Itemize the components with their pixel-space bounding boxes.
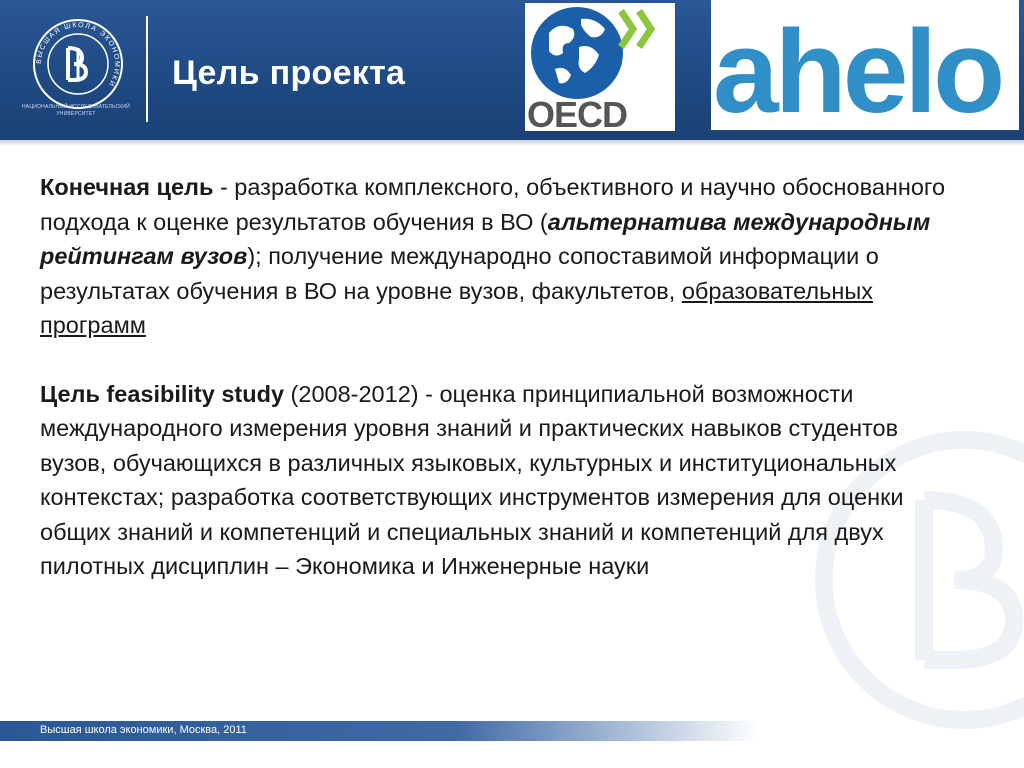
ahelo-wordmark-icon [711,0,1019,130]
feasibility-paragraph [40,377,970,584]
svg-text:ahelo: ahelo [713,6,1002,130]
ahelo-logo [711,0,1019,130]
final-goal-label: Конечная цель [40,174,214,200]
programs-link[interactable]: образовательных программ [40,277,873,338]
footer-band [0,721,760,741]
header-shadow [0,140,1024,146]
feasibility-label: Цель feasibility study [40,380,285,407]
paragraph-gap [40,343,970,377]
header-band [0,0,1024,140]
oecd-globe-icon [525,3,675,131]
final-goal-text-2: ); получение международно сопоставимой информации о результатах обучения в ВО на уровне вузов, факультетов, [40,243,879,304]
svg-text:ВЫСШАЯ ШКОЛА ЭКОНОМИКИ: ВЫСШАЯ ШКОЛА ЭКОНОМИКИ [35,21,121,89]
final-goal-emphasis: альтернатива международным рейтингам вузов [40,208,931,269]
page-title: Цель проекта [172,54,406,92]
main-content [40,170,970,584]
hse-emblem-icon [28,14,128,114]
goal-paragraph [40,170,970,343]
hse-caption: НАЦИОНАЛЬНЫЙ ИССЛЕДОВАТЕЛЬСКИЙ УНИВЕРСИТЕТ [22,104,130,117]
footer-text: Высшая школа экономики, Москва, 2011 [40,724,247,736]
oecd-wordmark: OECD [527,94,628,131]
final-goal-text: - разработка комплексного, объективного и научно обоснованного подхода к оценке результатов обучения в ВО ( [40,174,946,235]
feasibility-text: (2008-2012) - оценка принципиальной возможности международного измерения уровня знаний и практических навыков студентов вузов, обучающихся в различных языковых, культурных и институциональных контекстах; разработка соответствующих инструментов измерения для оценки общих знаний и компетенций и специальных знаний и компетенций для двух пилотных дисциплин – Экономика и Инженерные науки [40,380,904,579]
header-divider [146,16,148,122]
oecd-logo [525,3,675,131]
